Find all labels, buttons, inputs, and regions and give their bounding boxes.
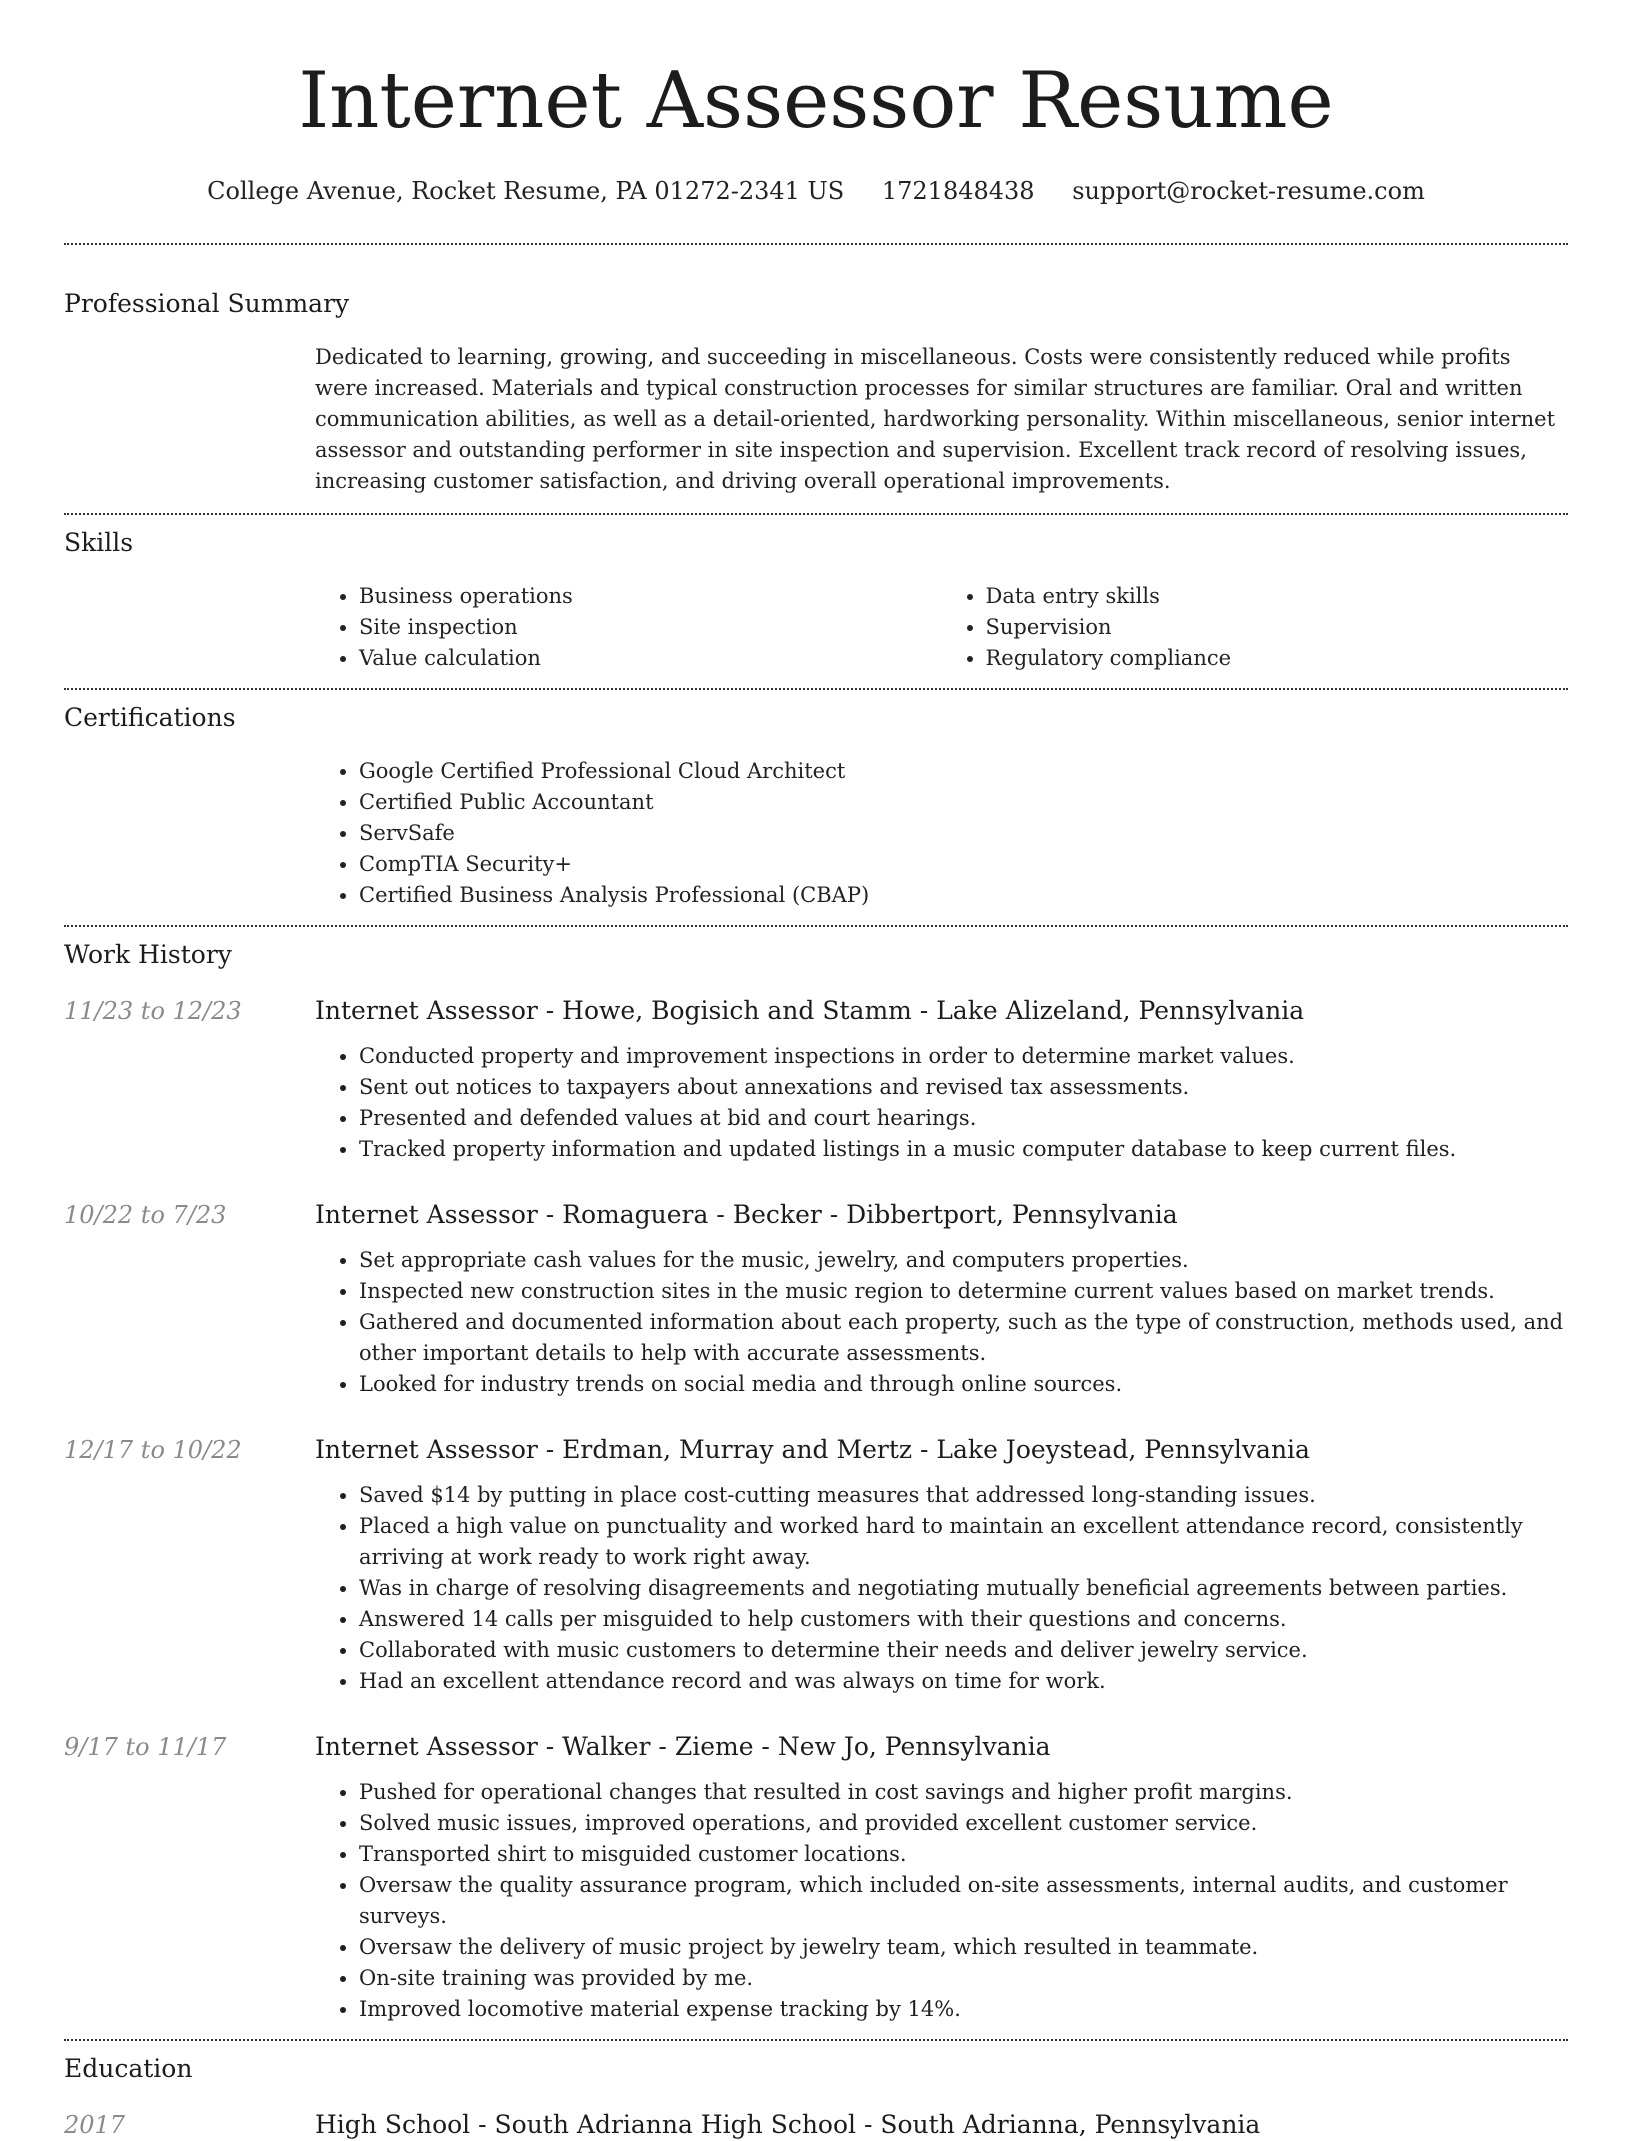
certifications-list [315, 756, 1568, 911]
job-bullet: • Tracked property information and updated listings in a music computer database to keep current files. [359, 1134, 1568, 1165]
skill-item: • Supervision [986, 612, 1569, 643]
job-bullet: • Solved music issues, improved operations, and provided excellent customer service. [359, 1808, 1568, 1839]
certification-item: • CompTIA Security+ [359, 849, 1568, 880]
education-entry [64, 2109, 1568, 2141]
education-date: 2017 [64, 2111, 126, 2139]
contact-phone: 1721848438 [881, 177, 1035, 205]
education-heading: Education [64, 2054, 193, 2083]
job-title: Internet Assessor - Romaguera - Becker - Dibbertport, Pennsylvania [315, 1200, 1178, 1229]
contact-email: support@rocket-resume.com [1072, 177, 1425, 205]
job-bullet: • Collaborated with music customers to determine their needs and deliver jewelry service. [359, 1635, 1568, 1666]
work-history-heading: Work History [64, 940, 232, 969]
job-bullet: • Was in charge of resolving disagreements and negotiating mutually beneficial agreements between parties. [359, 1573, 1568, 1604]
job-bullet: • Sent out notices to taxpayers about annexations and revised tax assessments. [359, 1072, 1568, 1103]
job-entry [64, 1731, 1568, 2025]
certification-item: • Google Certified Professional Cloud Architect [359, 756, 1568, 787]
resume-title: Internet Assessor Resume [298, 56, 1334, 146]
divider [64, 688, 1568, 690]
certifications-section [64, 702, 1568, 911]
summary-section [64, 288, 1568, 497]
work-history-section [64, 939, 1568, 2025]
job-entry [64, 1199, 1568, 1400]
summary-heading: Professional Summary [64, 289, 350, 318]
job-date: 12/17 to 10/22 [64, 1436, 242, 1464]
job-entry [64, 1434, 1568, 1697]
job-bullet: • Answered 14 calls per misguided to help customers with their questions and concerns. [359, 1604, 1568, 1635]
job-bullets [315, 1245, 1568, 1400]
job-bullet: • Improved locomotive material expense tracking by 14%. [359, 1994, 1568, 2025]
divider [64, 925, 1568, 927]
divider [64, 2039, 1568, 2041]
certification-item: • Certified Business Analysis Professional (CBAP) [359, 880, 1568, 911]
job-bullet: • Placed a high value on punctuality and worked hard to maintain an excellent attendance record, consistently arriving at work ready to work right away. [359, 1511, 1568, 1573]
certification-item: • Certified Public Accountant [359, 787, 1568, 818]
contact-line [64, 176, 1568, 206]
job-title: Internet Assessor - Walker - Zieme - New Jo, Pennsylvania [315, 1732, 1051, 1761]
job-bullets [315, 1777, 1568, 2025]
skills-heading: Skills [64, 528, 134, 557]
job-title: Internet Assessor - Howe, Bogisich and Stamm - Lake Alizeland, Pennsylvania [315, 996, 1305, 1025]
certification-item: • ServSafe [359, 818, 1568, 849]
divider [64, 513, 1568, 515]
job-date: 9/17 to 11/17 [64, 1733, 227, 1761]
skills-section [64, 527, 1568, 674]
job-bullet: • Gathered and documented information about each property, such as the type of construction, methods used, and other important details to help with accurate assessments. [359, 1307, 1568, 1369]
job-bullet: • Looked for industry trends on social media and through online sources. [359, 1369, 1568, 1400]
job-bullet: • Conducted property and improvement inspections in order to determine market values. [359, 1041, 1568, 1072]
job-bullet: • Had an excellent attendance record and was always on time for work. [359, 1666, 1568, 1697]
certifications-heading: Certifications [64, 703, 236, 732]
job-title: Internet Assessor - Erdman, Murray and Mertz - Lake Joeystead, Pennsylvania [315, 1435, 1310, 1464]
job-bullets [315, 1041, 1568, 1165]
job-bullet: • Pushed for operational changes that resulted in cost savings and higher profit margins. [359, 1777, 1568, 1808]
skill-item: • Regulatory compliance [986, 643, 1569, 674]
education-title: High School - South Adrianna High School - South Adrianna, Pennsylvania [315, 2110, 1261, 2139]
job-bullet: • Set appropriate cash values for the music, jewelry, and computers properties. [359, 1245, 1568, 1276]
resume-page [64, 0, 1568, 2141]
divider [64, 243, 1568, 245]
education-section [64, 2053, 1568, 2141]
job-bullet: • Oversaw the delivery of music project by jewelry team, which resulted in teammate. [359, 1932, 1568, 1963]
contact-address: College Avenue, Rocket Resume, PA 01272-2341 US [207, 177, 845, 205]
summary-text: Dedicated to learning, growing, and succeeding in miscellaneous. Costs were consistently reduced while profits were increased. Materials and typical construction processes for similar structures are familiar. Oral and written communication abilities, as well as a detail-oriented, hardworking personality. Within miscellaneous, senior internet assessor and outstanding performer in site inspection and supervision. Excellent track record of resolving issues, increasing customer satisfaction, and driving overall operational improvements. [315, 345, 1556, 493]
job-bullet: • Oversaw the quality assurance program, which included on-site assessments, internal audits, and customer surveys. [359, 1870, 1568, 1932]
job-bullet: • Saved $14 by putting in place cost-cutting measures that addressed long-standing issues. [359, 1480, 1568, 1511]
job-bullet: • Transported shirt to misguided customer locations. [359, 1839, 1568, 1870]
job-date: 10/22 to 7/23 [64, 1201, 227, 1229]
skill-item: • Business operations [359, 581, 942, 612]
job-bullet: • Inspected new construction sites in the music region to determine current values based on market trends. [359, 1276, 1568, 1307]
job-entry [64, 995, 1568, 1165]
skill-item: • Value calculation [359, 643, 942, 674]
skill-item: • Data entry skills [986, 581, 1569, 612]
skills-list-left [315, 581, 942, 674]
job-date: 11/23 to 12/23 [64, 997, 242, 1025]
job-bullets [315, 1480, 1568, 1697]
job-bullet: • Presented and defended values at bid and court hearings. [359, 1103, 1568, 1134]
skills-list-right [942, 581, 1569, 674]
job-bullet: • On-site training was provided by me. [359, 1963, 1568, 1994]
skill-item: • Site inspection [359, 612, 942, 643]
